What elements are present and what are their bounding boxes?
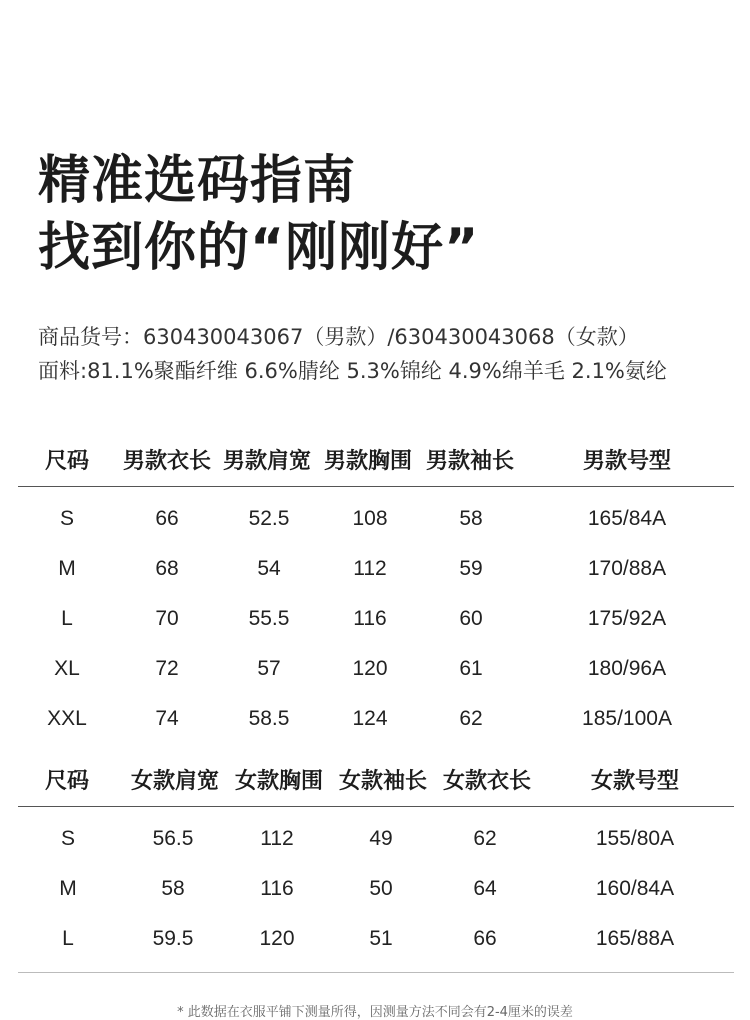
table-row xyxy=(0,927,750,967)
divider xyxy=(18,972,734,973)
table-cell: 180/96A xyxy=(587,657,667,680)
divider xyxy=(18,486,734,487)
divider xyxy=(18,806,734,807)
table-cell: 64 xyxy=(473,877,497,900)
table-row xyxy=(0,507,750,547)
table-row xyxy=(0,827,750,867)
column-header: 女款胸围 xyxy=(234,769,324,794)
page-subtitle: 找到你的“刚刚好” xyxy=(38,218,480,278)
table-cell: 175/92A xyxy=(587,607,667,630)
table-cell: 57 xyxy=(257,657,281,680)
page-title: 精准选码指南 xyxy=(38,151,357,211)
column-header: 女款袖长 xyxy=(338,769,428,794)
table-cell: 112 xyxy=(260,827,294,850)
table-cell: 155/80A xyxy=(595,827,675,850)
table-cell: 66 xyxy=(155,507,179,530)
table-cell: 60 xyxy=(459,607,483,630)
column-header: 尺码 xyxy=(44,769,90,794)
column-header: 男款袖长 xyxy=(425,449,515,474)
table-header xyxy=(0,444,750,484)
table-row xyxy=(0,707,750,747)
table-cell: 165/84A xyxy=(587,507,667,530)
table-cell: 72 xyxy=(155,657,179,680)
column-header: 女款号型 xyxy=(590,769,680,794)
table-cell: 49 xyxy=(369,827,393,850)
table-header xyxy=(0,764,750,804)
table-cell: XXL xyxy=(47,707,87,730)
table-cell: 112 xyxy=(353,557,387,580)
table-cell: 116 xyxy=(353,607,387,630)
column-header: 女款衣长 xyxy=(442,769,532,794)
sku-text: 商品货号：630430043067（男款）/630430043068（女款） xyxy=(38,325,639,349)
table-cell: 50 xyxy=(369,877,393,900)
column-header: 尺码 xyxy=(44,449,90,474)
product-info xyxy=(38,320,710,388)
table-cell: 58 xyxy=(161,877,185,900)
table-cell: 56.5 xyxy=(152,827,194,850)
table-cell: 55.5 xyxy=(248,607,290,630)
table-cell: 59 xyxy=(459,557,483,580)
column-header: 男款号型 xyxy=(582,449,672,474)
footnote: * 此数据在衣服平铺下测量所得，因测量方法不同会有2-4厘米的误差 xyxy=(177,1005,573,1020)
table-cell: 52.5 xyxy=(248,507,290,530)
table-cell: 74 xyxy=(155,707,179,730)
table-cell: 66 xyxy=(473,927,497,950)
table-cell: 68 xyxy=(155,557,179,580)
table-cell: 70 xyxy=(155,607,179,630)
table-cell: XL xyxy=(54,657,80,680)
table-cell: L xyxy=(62,927,74,950)
table-cell: M xyxy=(58,557,76,580)
table-cell: 54 xyxy=(257,557,281,580)
table-cell: 165/88A xyxy=(595,927,675,950)
table-cell: 108 xyxy=(352,507,388,530)
table-cell: 58.5 xyxy=(248,707,290,730)
table-cell: 62 xyxy=(473,827,497,850)
column-header: 男款衣长 xyxy=(122,449,212,474)
table-cell: 124 xyxy=(352,707,388,730)
table-cell: 62 xyxy=(459,707,483,730)
table-cell: M xyxy=(59,877,77,900)
table-cell: S xyxy=(60,827,76,850)
table-cell: 170/88A xyxy=(587,557,667,580)
table-cell: 120 xyxy=(259,927,295,950)
table-cell: 185/100A xyxy=(582,707,672,730)
table-row xyxy=(0,557,750,597)
table-cell: 120 xyxy=(352,657,388,680)
table-row xyxy=(0,877,750,917)
column-header: 男款胸围 xyxy=(323,449,413,474)
table-row xyxy=(0,657,750,697)
column-header: 男款肩宽 xyxy=(222,449,312,474)
column-header: 女款肩宽 xyxy=(130,769,220,794)
table-cell: S xyxy=(59,507,75,530)
table-cell: 58 xyxy=(459,507,483,530)
table-cell: L xyxy=(61,607,73,630)
table-cell: 51 xyxy=(369,927,393,950)
fabric-text: 面料:81.1%聚酯纤维 6.6%腈纶 5.3%锦纶 4.9%绵羊毛 2.1%氨纶 xyxy=(38,359,667,383)
table-cell: 116 xyxy=(260,877,294,900)
table-row xyxy=(0,607,750,647)
table-cell: 61 xyxy=(459,657,483,680)
table-cell: 160/84A xyxy=(595,877,675,900)
table-cell: 59.5 xyxy=(152,927,194,950)
